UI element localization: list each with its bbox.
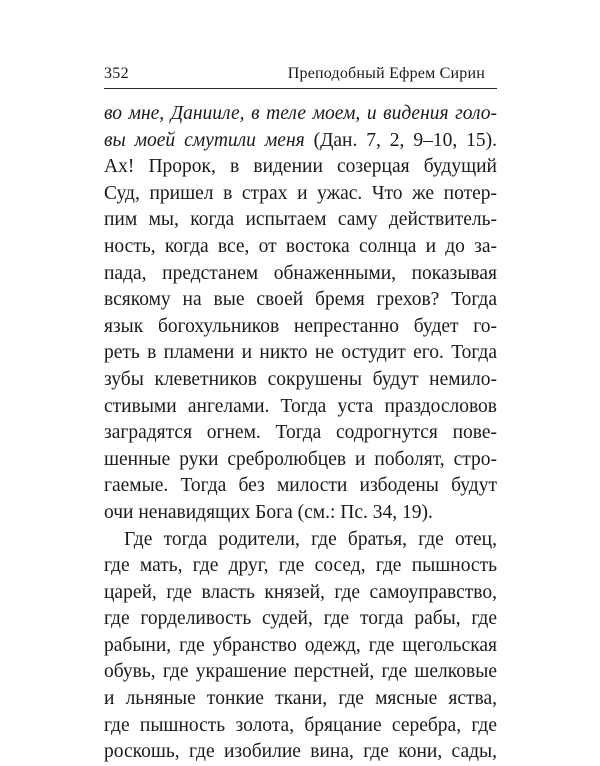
text-line: стивыми ангелами. Тогда уста праздословов [104,395,497,417]
text-line: где мать, где друг, где сосед, где пышность [104,555,497,577]
page-header [104,60,497,89]
text-line [104,128,497,155]
text-line: Суд, пришел в страх и ужас. Что же потер- [104,182,497,204]
text-line: всякому на вые своей бремя грехов? Тогда [104,289,497,311]
text-line: пим мы, когда испытаем саму действитель- [104,209,497,231]
text-line: царей, где власть князей, где самоуправство, [104,581,497,603]
text-line: пада, предстанем обнаженными, показывая [104,262,497,284]
text-line: Ах! Пророк, в видении созерцая будущий [104,156,497,178]
running-title: Преподобный Ефрем Сирин [287,65,485,82]
text-line: очи ненавидящих Бога (см.: Пс. 34, 19). [104,501,433,523]
text-line: обувь, где украшение перстней, где шелковые [104,661,497,683]
scripture-reference: (Дан. 7, 2, 9–10, 15). [304,129,497,151]
text-line: шенные руки сребролюбцев и поболят, стро- [104,448,497,470]
text-line: язык богохульников непрестанно будет го- [104,315,497,337]
text-line: заградятся огнем. Тогда содрогнутся пове- [104,422,497,444]
text-line: где горделивость судей, где тогда рабы, где [104,608,497,630]
text-line: гаемые. Тогда без милости избодены будут [104,475,497,497]
text-line: роскошь, где изобилие вина, где кони, сады, [104,741,497,763]
page-number: 352 [104,65,129,82]
text-line [104,101,497,128]
body-text [104,101,497,766]
italic-quote: вы моей смутили меня [104,129,305,151]
text-line: и льняные тонкие ткани, где мясные яства, [104,688,497,710]
text-line: зубы клеветников сокрушены будут немило- [104,368,497,390]
italic-quote: во мне, Данииле, в теле моем, и видения голо- [104,103,497,124]
text-line: где пышность золота, бряцание серебра, где [104,714,497,736]
text-line: ность, когда все, от востока солнца и до за- [104,235,497,257]
text-line: Где тогда родители, где братья, где отец, [124,528,497,550]
text-line: реть в пламени и никто не остудит его. Тогда [104,342,497,364]
text-line: рабыни, где убранство одежд, где щегольская [104,634,497,656]
